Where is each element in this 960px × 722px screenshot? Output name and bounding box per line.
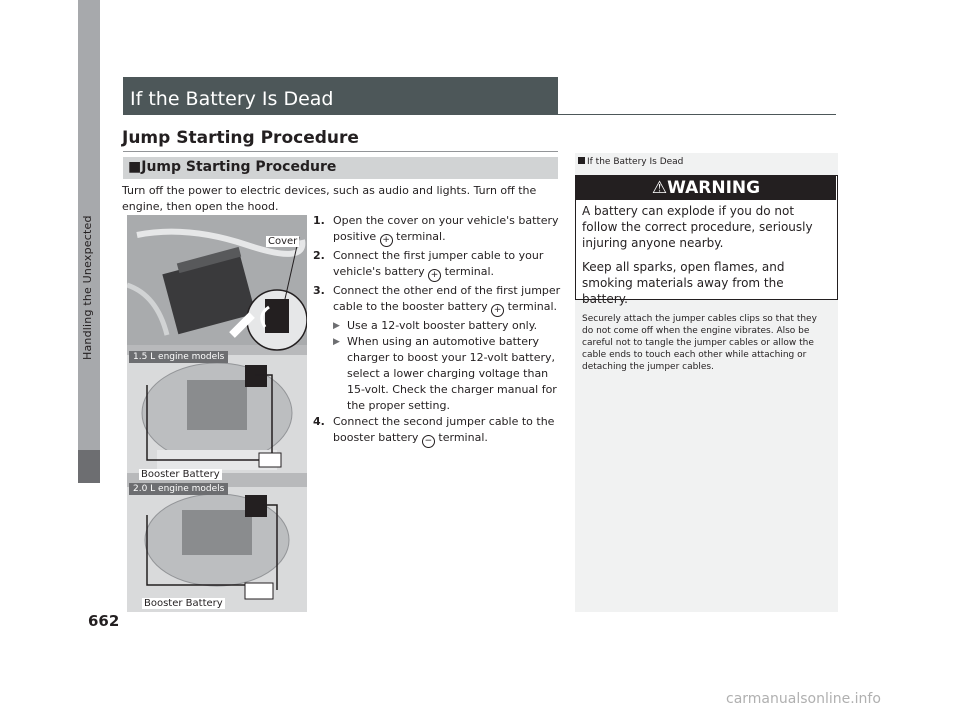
- warning-text: A battery can explode if you do not follow the correct procedure, seriously injuring anyone nearby.: [582, 204, 813, 250]
- step-item: [313, 213, 563, 247]
- step-list: [313, 213, 563, 449]
- section-rule: [123, 151, 558, 152]
- chapter-label: Handling the Unexpected: [81, 215, 94, 361]
- warning-icon: ⚠: [651, 178, 668, 198]
- warning-body: [582, 203, 832, 315]
- note-heading: If the Battery Is Dead: [578, 157, 683, 167]
- step-text: Connect the first jumper cable to your vehicle's battery: [333, 249, 544, 278]
- step-text-end: terminal.: [438, 431, 488, 444]
- title-rule: [558, 114, 836, 115]
- step-text-end: terminal.: [444, 265, 495, 278]
- warning-header: ⚠WARNING: [576, 176, 836, 200]
- warning-text: Keep all sparks, open flames, and smoking materials away from the battery.: [582, 260, 785, 306]
- engine-model-label: 2.0 L engine models: [129, 483, 228, 495]
- sub-bullet: [313, 318, 563, 334]
- reference-marker-icon: [578, 157, 585, 164]
- step-number: 1.: [313, 214, 325, 227]
- step-number: 3.: [313, 284, 325, 297]
- section-title: Jump Starting Procedure: [122, 128, 359, 148]
- booster-battery-label: Booster Battery: [141, 469, 220, 480]
- page-number: 662: [88, 612, 120, 630]
- intro-text: Turn off the power to electric devices, such as audio and lights. Turn off the engine, then open the hood.: [122, 184, 537, 213]
- subsection-title: ■Jump Starting Procedure: [128, 159, 337, 175]
- sub-bullet-text: When using an automotive battery charger to boost your 12-volt battery, select a lower charging voltage than 15-volt. Check the charger manual for the proper setting.: [347, 335, 557, 412]
- step-text: Connect the second jumper cable to the booster battery: [333, 415, 555, 444]
- plus-terminal-icon: +: [380, 234, 393, 247]
- minus-terminal-icon: −: [422, 435, 435, 448]
- step-number: 4.: [313, 415, 325, 428]
- step-text: Connect the other end of the first jumper cable to the booster battery: [333, 284, 561, 313]
- plus-terminal-icon: +: [428, 269, 441, 282]
- booster-battery-label: Booster Battery: [144, 598, 223, 609]
- plus-terminal-icon: +: [491, 304, 504, 317]
- engine-bay-drawing: [127, 215, 307, 612]
- step-text-end: terminal.: [396, 230, 446, 243]
- sub-bullet-text: Use a 12-volt booster battery only.: [347, 319, 538, 332]
- battery-illustration: [127, 215, 307, 612]
- arrow-right-icon: ▶: [333, 321, 340, 331]
- page-title: If the Battery Is Dead: [130, 88, 334, 110]
- cover-label: Cover: [268, 236, 298, 247]
- step-item: [313, 248, 563, 282]
- step-number: 2.: [313, 249, 325, 262]
- step-text-end: terminal.: [507, 300, 558, 313]
- engine-model-label: 1.5 L engine models: [129, 351, 228, 363]
- step-text: Open the cover on your vehicle's battery positive: [333, 214, 559, 243]
- chapter-tab-marker: [78, 450, 100, 483]
- sub-bullet: [313, 334, 563, 414]
- watermark: carmanualsonline.info: [726, 691, 881, 707]
- note-body: Securely attach the jumper cables clips so that they do not come off when the engine vibrates. Also be careful not to tangle the jumper cables or allow the cable ends to touch each other while attaching or detaching the jumper cables.: [582, 314, 817, 372]
- step-item: [313, 283, 563, 317]
- step-item: [313, 414, 563, 448]
- arrow-right-icon: ▶: [333, 337, 340, 347]
